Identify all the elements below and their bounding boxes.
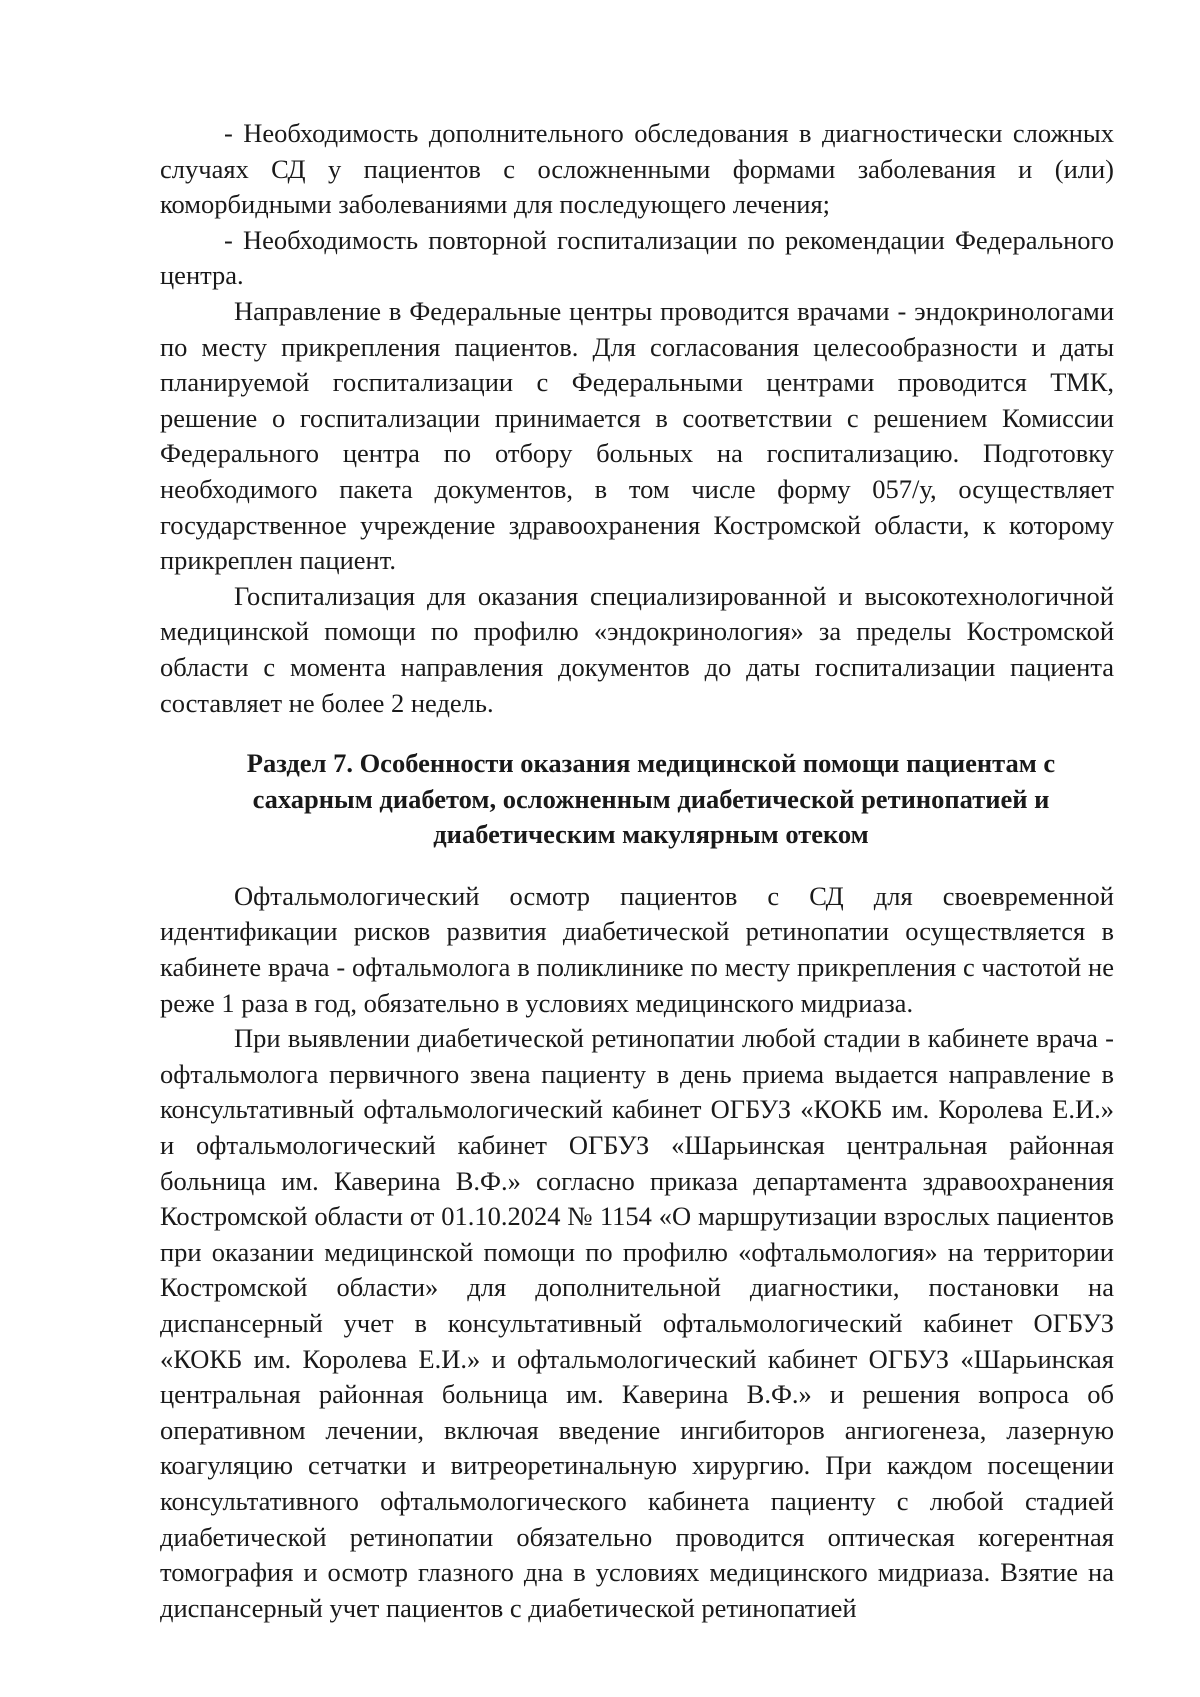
paragraph-repeat-hospitalization: - Необходимость повторной госпитализации по рекомендации Федерального центра.	[160, 224, 1114, 291]
paragraph-referral-federal-centers: Направление в Федеральные центры проводится врачами - эндокринологами по месту прикрепления пациентов. Для согласования целесообразности и даты планируемой госпитализации с Федеральными центрами проводится ТМК, решение о госпитализации принимается в соответствии с решением Комиссии Федерального центра по отбору больных на госпитализацию. Подготовку необходимого пакета документов, в том числе форму 057/у, осуществляет государственное учреждение здравоохранения Костромской области, к которому прикреплен пациент.	[160, 295, 1114, 576]
section-heading-line-1: Раздел 7. Особенности оказания медицинской помощи пациентам с	[246, 748, 1056, 779]
paragraph-additional-examination: - Необходимость дополнительного обследования в диагностически сложных случаях СД у пациентов с осложненными формами заболевания и (или) коморбидными заболеваниями для последующего лечения;	[160, 118, 1114, 220]
document-page	[160, 116, 1114, 1626]
section-heading-line-3: диабетическим макулярным отеком	[433, 819, 869, 850]
paragraph-retinopathy-routing: При выявлении диабетической ретинопатии любой стадии в кабинете врача - офтальмолога первичного звена пациенту в день приема выдается направление в консультативный офтальмологический кабинет ОГБУЗ «КОКБ им. Королева Е.И.» и офтальмологический кабинет ОГБУЗ «Шарьинская центральная районная больница им. Каверина В.Ф.» согласно приказа департамента здравоохранения Костромской области от 01.10.2024 № 1154 «О маршрутизации взрослых пациентов при оказании медицинской помощи по профилю «офтальмология» на территории Костромской области» для дополнительной диагностики, постановки на диспансерный учет в консультативный офтальмологический кабинет ОГБУЗ «КОКБ им. Королева Е.И.» и офтальмологический кабинет ОГБУЗ «Шарьинская центральная районная больница им. Каверина В.Ф.» и решения вопроса об оперативном лечении, включая введение ингибиторов ангиогенеза, лазерную коагуляцию сетчатки и витреоретинальную хирургию. При каждом посещении консультативного офтальмологического кабинета пациенту с любой стадией диабетической ретинопатии обязательно проводится оптическая когерентная томография и осмотр глазного дна в условиях медицинского мидриаза. Взятие на диспансерный учет пациентов с диабетической ретинопатией	[160, 1023, 1114, 1623]
paragraph-hospitalization-terms: Госпитализация для оказания специализированной и высокотехнологичной медицинской помощи по профилю «эндокринология» за пределы Костромской области с момента направления документов до даты госпитализации пациента составляет не более 2 недель.	[160, 580, 1114, 718]
section-7-heading	[160, 746, 1114, 853]
paragraph-ophthalmology-exam: Офтальмологический осмотр пациентов с СД для своевременной идентификации рисков развития диабетической ретинопатии осуществляется в кабинете врача - офтальмолога в поликлинике по месту прикрепления с частотой не реже 1 раза в год, обязательно в условиях медицинского мидриаза.	[160, 880, 1114, 1018]
section-heading-line-2: сахарным диабетом, осложненным диабетической ретинопатией и	[252, 783, 1050, 814]
